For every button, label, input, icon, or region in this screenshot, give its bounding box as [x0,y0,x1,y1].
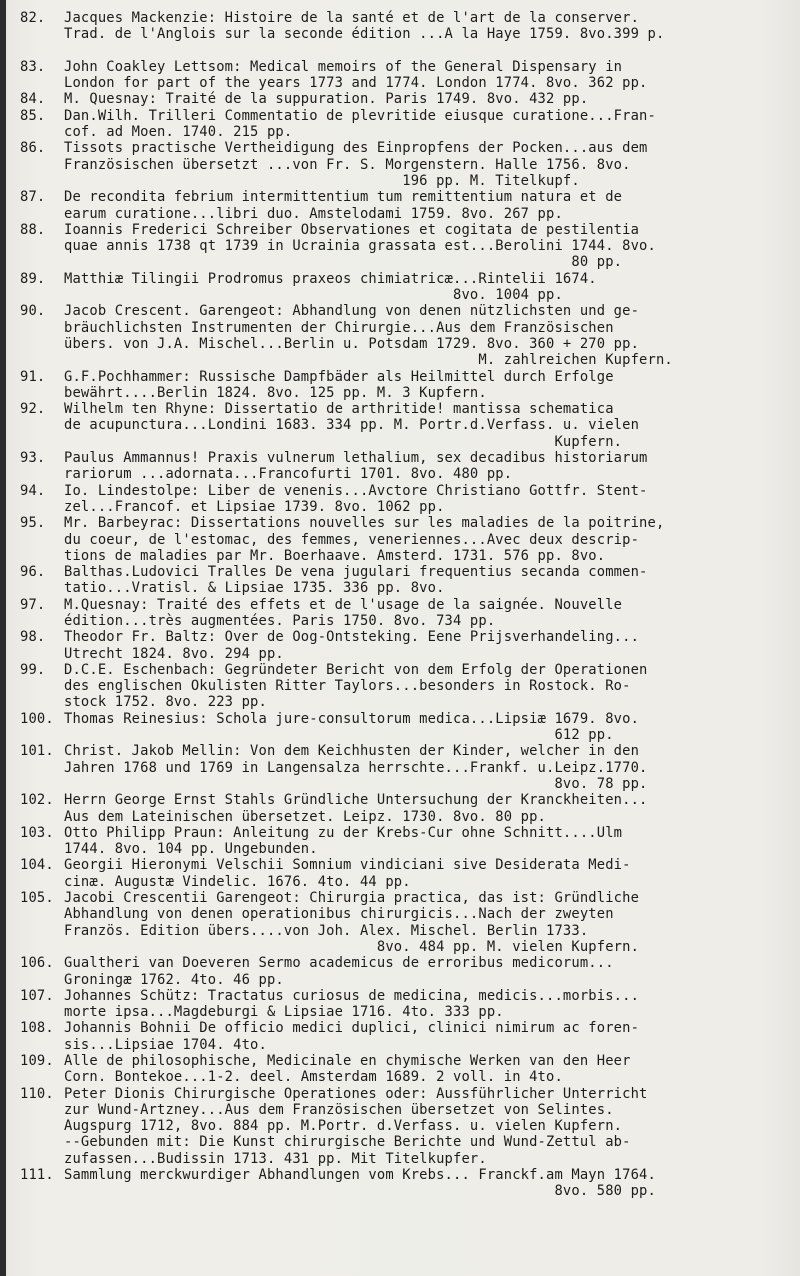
entry-number: 104. [20,857,54,874]
entry-text [64,988,798,1021]
entry-number: 84. [20,91,46,108]
entry-line: morte ipsa...Magdeburgi & Lipsiae 1716. 4to. 333 pp. [64,1004,504,1021]
entry-text [64,91,798,107]
entry-text [64,108,798,141]
entry-line: De recondita febrium intermittentium tum remittentium natura et de [64,189,623,206]
entry-line: D.C.E. Eschenbach: Gegründeter Bericht von dem Erfolg der Operationen [64,661,648,678]
entry-line: bräuchlichsten Instrumenten der Chirurgie...Aus dem Französischen [64,319,614,336]
entry-text [64,629,798,662]
entry-line: 8vo. 78 pp. [64,775,648,792]
entry-line: Groningæ 1762. 4to. 46 pp. [64,971,284,988]
catalogue-entry-list [20,10,798,1200]
entry-number: 86. [20,140,46,157]
entry-text [64,743,798,792]
catalogue-entry [20,450,798,483]
entry-line: tions de maladies par Mr. Boerhaave. Amsterd. 1731. 576 pp. 8vo. [64,547,606,564]
entry-text [64,1053,798,1086]
entry-line: G.F.Pochhammer: Russische Dampfbäder als Heilmittel durch Erfolge [64,368,614,385]
entry-line: Aus dem Lateinischen übersetzet. Leipz. 1730. 8vo. 80 pp. [64,808,547,825]
entry-number: 89. [20,270,46,287]
entry-line: Utrecht 1824. 8vo. 294 pp. [64,645,284,662]
entry-text [64,1020,798,1053]
entry-line: 8vo. 484 pp. M. vielen Kupfern. [64,938,640,955]
entry-line: Tissots practische Vertheidigung des Einpropfens der Pocken...aus dem [64,140,648,157]
entry-line: Jacques Mackenzie: Histoire de la santé et de l'art de la conserver. [64,10,640,26]
entry-line: tatio...Vratisl. & Lipsiae 1735. 336 pp. 8vo. [64,580,445,597]
entry-line [64,43,798,59]
entry-text [64,189,798,222]
entry-line: Christ. Jakob Mellin: Von dem Keichhusten der Kinder, welcher in den [64,743,640,760]
entry-number: 97. [20,596,46,613]
entry-number: 93. [20,450,46,467]
entry-line: M.Quesnay: Traité des effets et de l'usage de la saignée. Nouvelle [64,596,623,613]
entry-line: quae annis 1738 qt 1739 in Ucrainia grassata est...Berolini 1744. 8vo. [64,238,656,255]
catalogue-entry [20,369,798,402]
entry-line: Johannes Schütz: Tractatus curiosus de medicina, medicis...morbis... [64,987,640,1004]
entry-number: 98. [20,629,46,646]
entry-text [64,711,798,744]
entry-number: 88. [20,221,46,238]
catalogue-entry [20,515,798,564]
entry-text [64,271,798,304]
entry-line: Alle de philosophische, Medicinale en chymische Werken van den Heer [64,1053,631,1069]
entry-number: 107. [20,987,54,1004]
entry-text [64,303,798,368]
entry-line: des englischen Okulisten Ritter Taylors...besonders in Rostock. Ro- [64,678,631,695]
catalogue-entry [20,483,798,516]
entry-line: Ioannis Frederici Schreiber Observationes et cogitata de pestilentia [64,221,640,238]
catalogue-entry [20,10,798,59]
entry-line: Georgii Hieronymi Velschii Somnium vindiciani sive Desiderata Medi- [64,857,631,874]
catalogue-entry [20,1020,798,1053]
catalogue-entry [20,59,798,92]
entry-text [64,369,798,402]
entry-number: 108. [20,1020,54,1037]
entry-number: 102. [20,792,54,809]
catalogue-entry [20,1086,798,1167]
entry-line: bewährt....Berlin 1824. 8vo. 125 pp. M. 3 Kupfern. [64,384,487,401]
entry-line: Französ. Edition übers....von Joh. Alex. Mischel. Berlin 1733. [64,922,589,939]
catalogue-entry [20,222,798,271]
entry-number: 92. [20,401,46,418]
entry-number: 87. [20,189,46,206]
entry-line: Peter Dionis Chirurgische Operationes oder: Aussführlicher Unterricht [64,1085,648,1102]
entry-number: 83. [20,58,46,75]
catalogue-entry [20,890,798,955]
entry-line: Trad. de l'Anglois sur la seconde édition ...A la Haye 1759. 8vo.399 p. [64,26,665,43]
entry-number: 90. [20,303,46,320]
entry-line: zufassen...Budissin 1713. 431 pp. Mit Titelkupfer. [64,1150,487,1167]
entry-line: earum curatione...libri duo. Amstelodami 1759. 8vo. 267 pp. [64,205,563,222]
entry-line: Dan.Wilh. Trilleri Commentatio de plevritide eiusque curatione...Fran- [64,107,656,124]
entry-line: M. Quesnay: Traité de la suppuration. Paris 1749. 8vo. 432 pp. [64,91,589,108]
entry-line: --Gebunden mit: Die Kunst chirurgische Berichte und Wund-Zettul ab- [64,1134,631,1151]
entry-line: Johannis Bohnii De officio medici duplici, clinici nimirum ac foren- [64,1020,640,1037]
entry-text [64,222,798,271]
entry-text [64,564,798,597]
catalogue-entry [20,1053,798,1086]
catalogue-entry [20,1167,798,1200]
entry-number: 85. [20,107,46,124]
entry-number: 95. [20,515,46,532]
catalogue-entry [20,792,798,825]
entry-line: 80 pp. [64,254,623,271]
catalogue-entry [20,629,798,662]
entry-line: Thomas Reinesius: Schola jure-consultorum medica...Lipsiæ 1679. 8vo. [64,710,640,727]
catalogue-entry [20,564,798,597]
entry-line: Io. Lindestolpe: Liber de venenis...Avctore Christiano Gottfr. Stent- [64,482,648,499]
entry-line: édition...très augmentées. Paris 1750. 8vo. 734 pp. [64,612,496,629]
entry-number: 106. [20,955,54,972]
entry-line: Wilhelm ten Rhyne: Dissertatio de arthritide! mantissa schematica [64,401,614,418]
entry-text [64,515,798,564]
entry-line: Kupfern. [64,433,623,450]
entry-text [64,662,798,711]
catalogue-entry [20,91,798,107]
entry-line: 8vo. 580 pp. [64,1183,656,1200]
entry-line: übers. von J.A. Mischel...Berlin u. Potsdam 1729. 8vo. 360 + 270 pp. [64,335,640,352]
entry-line: Jahren 1768 und 1769 in Langensalza herrschte...Frankf. u.Leipz.1770. [64,759,648,776]
entry-text [64,1167,798,1200]
entry-line: London for part of the years 1773 and 1774. London 1774. 8vo. 362 pp. [64,75,648,92]
entry-line: 8vo. 1004 pp. [64,287,563,304]
entry-line: Herrn George Ernst Stahls Gründliche Untersuchung der Kranckheiten... [64,792,648,809]
entry-line: stock 1752. 8vo. 223 pp. [64,694,267,711]
entry-line: du coeur, de l'estomac, des femmes, veneriennes...Avec deux descrip- [64,531,640,548]
entry-line: cinæ. Augustæ Vindelic. 1676. 4to. 44 pp. [64,873,411,890]
entry-number: 103. [20,824,54,841]
entry-text [64,597,798,630]
entry-line: Gualtheri van Doeveren Sermo academicus de erroribus medicorum... [64,955,614,972]
entry-line: Augspurg 1712, 8vo. 884 pp. M.Portr. d.Verfass. u. vielen Kupfern. [64,1118,623,1135]
entry-line: zel...Francof. et Lipsiae 1739. 8vo. 1062 pp. [64,498,445,515]
entry-text [64,140,798,189]
entry-line: Balthas.Ludovici Tralles De vena jugulari frequentius secanda commen- [64,564,648,581]
entry-number: 82. [20,10,46,26]
entry-line: rariorum ...adornata...Francofurti 1701. 8vo. 480 pp. [64,466,513,483]
entry-line: Theodor Fr. Baltz: Over de Oog-Ontsteking. Eene Prijsverhandeling... [64,629,640,646]
entry-line: Matthiæ Tilingii Prodromus praxeos chimiatricæ...Rintelii 1674. [64,270,597,287]
catalogue-entry [20,597,798,630]
entry-text [64,792,798,825]
entry-number: 101. [20,743,54,760]
entry-text [64,1086,798,1167]
entry-number: 111. [20,1167,54,1184]
entry-text [64,450,798,483]
entry-line: Paulus Ammannus! Praxis vulnerum lethalium, sex decadibus historiarum [64,450,648,467]
catalogue-entry [20,189,798,222]
catalogue-entry [20,303,798,368]
catalogue-entry [20,711,798,744]
entry-text [64,955,798,988]
catalogue-entry [20,108,798,141]
entry-number: 100. [20,710,54,727]
entry-line: Otto Philipp Praun: Anleitung zu der Krebs-Cur ohne Schnitt....Ulm [64,824,623,841]
entry-number: 99. [20,661,46,678]
catalogue-entry [20,140,798,189]
catalogue-entry [20,955,798,988]
entry-text [64,59,798,92]
catalogue-entry [20,662,798,711]
entry-line: Abhandlung von denen operationibus chirurgicis...Nach der zweyten [64,906,614,923]
entry-text [64,890,798,955]
catalogue-entry [20,988,798,1021]
entry-line: 1744. 8vo. 104 pp. Ungebunden. [64,841,318,858]
entry-line: Mr. Barbeyrac: Dissertations nouvelles sur les maladies de la poitrine, [64,515,665,532]
entry-text [64,401,798,450]
entry-line: sis...Lipsiae 1704. 4to. [64,1036,267,1053]
entry-number: 91. [20,368,46,385]
catalogue-entry [20,401,798,450]
entry-line: cof. ad Moen. 1740. 215 pp. [64,124,293,141]
entry-line: M. zahlreichen Kupfern. [64,352,673,369]
entry-text [64,483,798,516]
entry-line: Französischen übersetzt ...von Fr. S. Morgenstern. Halle 1756. 8vo. [64,156,631,173]
entry-line: Jacobi Crescentii Garengeot: Chirurgia practica, das ist: Gründliche [64,890,640,907]
entry-text [64,10,798,59]
entry-number: 110. [20,1085,54,1102]
entry-line: Corn. Bontekoe...1-2. deel. Amsterdam 1689. 2 voll. in 4to. [64,1069,563,1086]
entry-line: 612 pp. [64,727,614,744]
catalogue-entry [20,857,798,890]
entry-text [64,857,798,890]
catalogue-entry [20,825,798,858]
entry-line: Jacob Crescent. Garengeot: Abhandlung von denen nützlichsten und ge- [64,303,640,320]
entry-line: John Coakley Lettsom: Medical memoirs of the General Dispensary in [64,58,623,75]
catalogue-entry [20,271,798,304]
entry-line: Sammlung merckwurdiger Abhandlungen vom Krebs... Franckf.am Mayn 1764. [64,1167,656,1184]
entry-line: de acupunctura...Londini 1683. 334 pp. M. Portr.d.Verfass. u. vielen [64,417,640,434]
entry-line: 196 pp. M. Titelkupf. [64,172,580,189]
entry-number: 109. [20,1053,54,1069]
entry-number: 105. [20,890,54,907]
entry-number: 96. [20,564,46,581]
entry-line: zur Wund-Artzney...Aus dem Französischen übersetzet von Selintes. [64,1101,614,1118]
page-binding-edge [0,0,6,1276]
catalogue-entry [20,743,798,792]
entry-number: 94. [20,482,46,499]
entry-text [64,825,798,858]
